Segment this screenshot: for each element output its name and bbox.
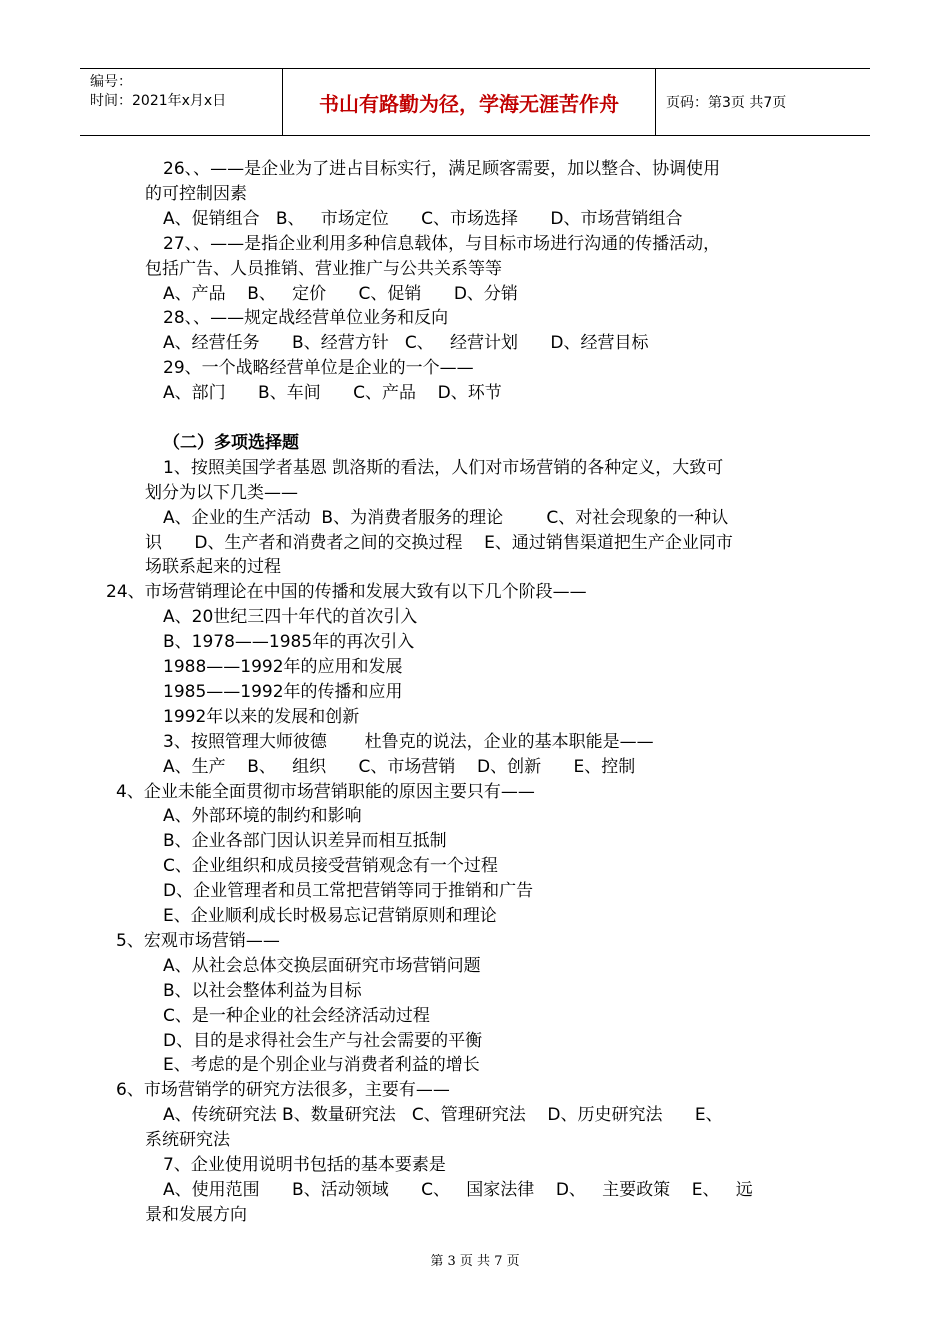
text-line: D、目的是求得社会生产与社会需要的平衡 xyxy=(163,1030,483,1051)
text-line: 1992年以来的发展和创新 xyxy=(163,706,360,727)
text-line: A、经营任务 B、经营方针 C、 经营计划 D、经营目标 xyxy=(163,333,649,354)
text-line: 26、、——是企业为了进占目标实行，满足顾客需要，加以整合、协调使用 xyxy=(163,159,721,179)
text-line: A、传统研究法 B、数量研究法 C、管理研究法 D、历史研究法 E、 xyxy=(163,1105,723,1126)
text-line: 28、、——规定战经营单位业务和反向 xyxy=(163,308,449,329)
page-footer: 第 3 页 共 7 页 xyxy=(430,1254,520,1269)
header-page-info: 页码：第3页 共7页 xyxy=(666,95,787,111)
text-line: D、企业管理者和员工常把营销等同于推销和广告 xyxy=(163,881,534,902)
text-line: 6、市场营销学的研究方法很多，主要有—— xyxy=(116,1080,450,1101)
text-line: 7、企业使用说明书包括的基本要素是 xyxy=(163,1155,446,1175)
text-line: 1988——1992年的应用和发展 xyxy=(163,657,403,677)
text-line: 场联系起来的过程 xyxy=(145,557,281,578)
text-line: A、部门 B、车间 C、产品 D、环节 xyxy=(163,383,502,404)
text-line: A、20世纪三四十年代的首次引入 xyxy=(163,607,418,628)
text-line: C、企业组织和成员接受营销观念有一个过程 xyxy=(163,856,498,877)
text-line: A、从社会总体交换层面研究市场营销问题 xyxy=(163,955,481,976)
document-number-label: 编号： xyxy=(90,74,132,90)
text-line: C、是一种企业的社会经济活动过程 xyxy=(163,1005,430,1026)
header-meta xyxy=(80,69,283,135)
header-motto: 书山有路勤为径，学海无涯苦作舟 xyxy=(283,69,656,135)
text-line: 1、按照美国学者基恩 凯洛斯的看法，人们对市场营销的各种定义，大致可 xyxy=(163,457,724,478)
text-line: 5、宏观市场营销—— xyxy=(116,930,280,951)
text-line: A、企业的生产活动 B、为消费者服务的理论 C、对社会现象的一种认 xyxy=(163,507,729,528)
text-line: A、生产 B、 组织 C、市场营销 D、创新 E、控制 xyxy=(163,756,636,777)
text-line: B、1978——1985年的再次引入 xyxy=(163,632,415,653)
text-line: 的可控制因素 xyxy=(145,183,247,204)
text-line: A、产品 B、 定价 C、促销 D、分销 xyxy=(163,283,518,304)
text-line: A、使用范围 B、活动领域 C、 国家法律 D、 主要政策 E、 远 xyxy=(163,1179,753,1200)
text-line: E、考虑的是个别企业与消费者利益的增长 xyxy=(163,1055,480,1076)
text-line: E、企业顺利成长时极易忘记营销原则和理论 xyxy=(163,906,497,926)
text-line: 1985——1992年的传播和应用 xyxy=(163,681,403,702)
text-line: A、外部环境的制约和影响 xyxy=(163,806,362,827)
section-heading: （二）多项选择题 xyxy=(163,432,299,453)
text-line: 划分为以下几类—— xyxy=(145,482,298,503)
text-line: 系统研究法 xyxy=(145,1130,230,1151)
text-line: B、企业各部门因认识差异而相互抵制 xyxy=(163,831,447,852)
page-header xyxy=(80,68,870,136)
text-line: B、以社会整体利益为目标 xyxy=(163,980,362,1001)
text-line: 识 D、生产者和消费者之间的交换过程 E、通过销售渠道把生产企业同市 xyxy=(145,532,733,553)
text-line: 景和发展方向 xyxy=(145,1204,247,1225)
text-line: 29、一个战略经营单位是企业的一个—— xyxy=(163,358,474,379)
text-line: 27、、——是指企业利用多种信息载体，与目标市场进行沟通的传播活动， xyxy=(163,233,721,254)
text-line: 24、市场营销理论在中国的传播和发展大致有以下几个阶段—— xyxy=(106,582,587,603)
text-line: A、促销组合 B、 市场定位 C、市场选择 D、市场营销组合 xyxy=(163,208,683,229)
text-line: 4、企业未能全面贯彻市场营销职能的原因主要只有—— xyxy=(116,781,535,802)
document-date: 时间：2021年x月x日 xyxy=(90,93,227,109)
text-line: 3、按照管理大师彼德 杜鲁克的说法，企业的基本职能是—— xyxy=(163,731,654,752)
text-line: 包括广告、人员推销、营业推广与公共关系等等 xyxy=(145,258,502,279)
